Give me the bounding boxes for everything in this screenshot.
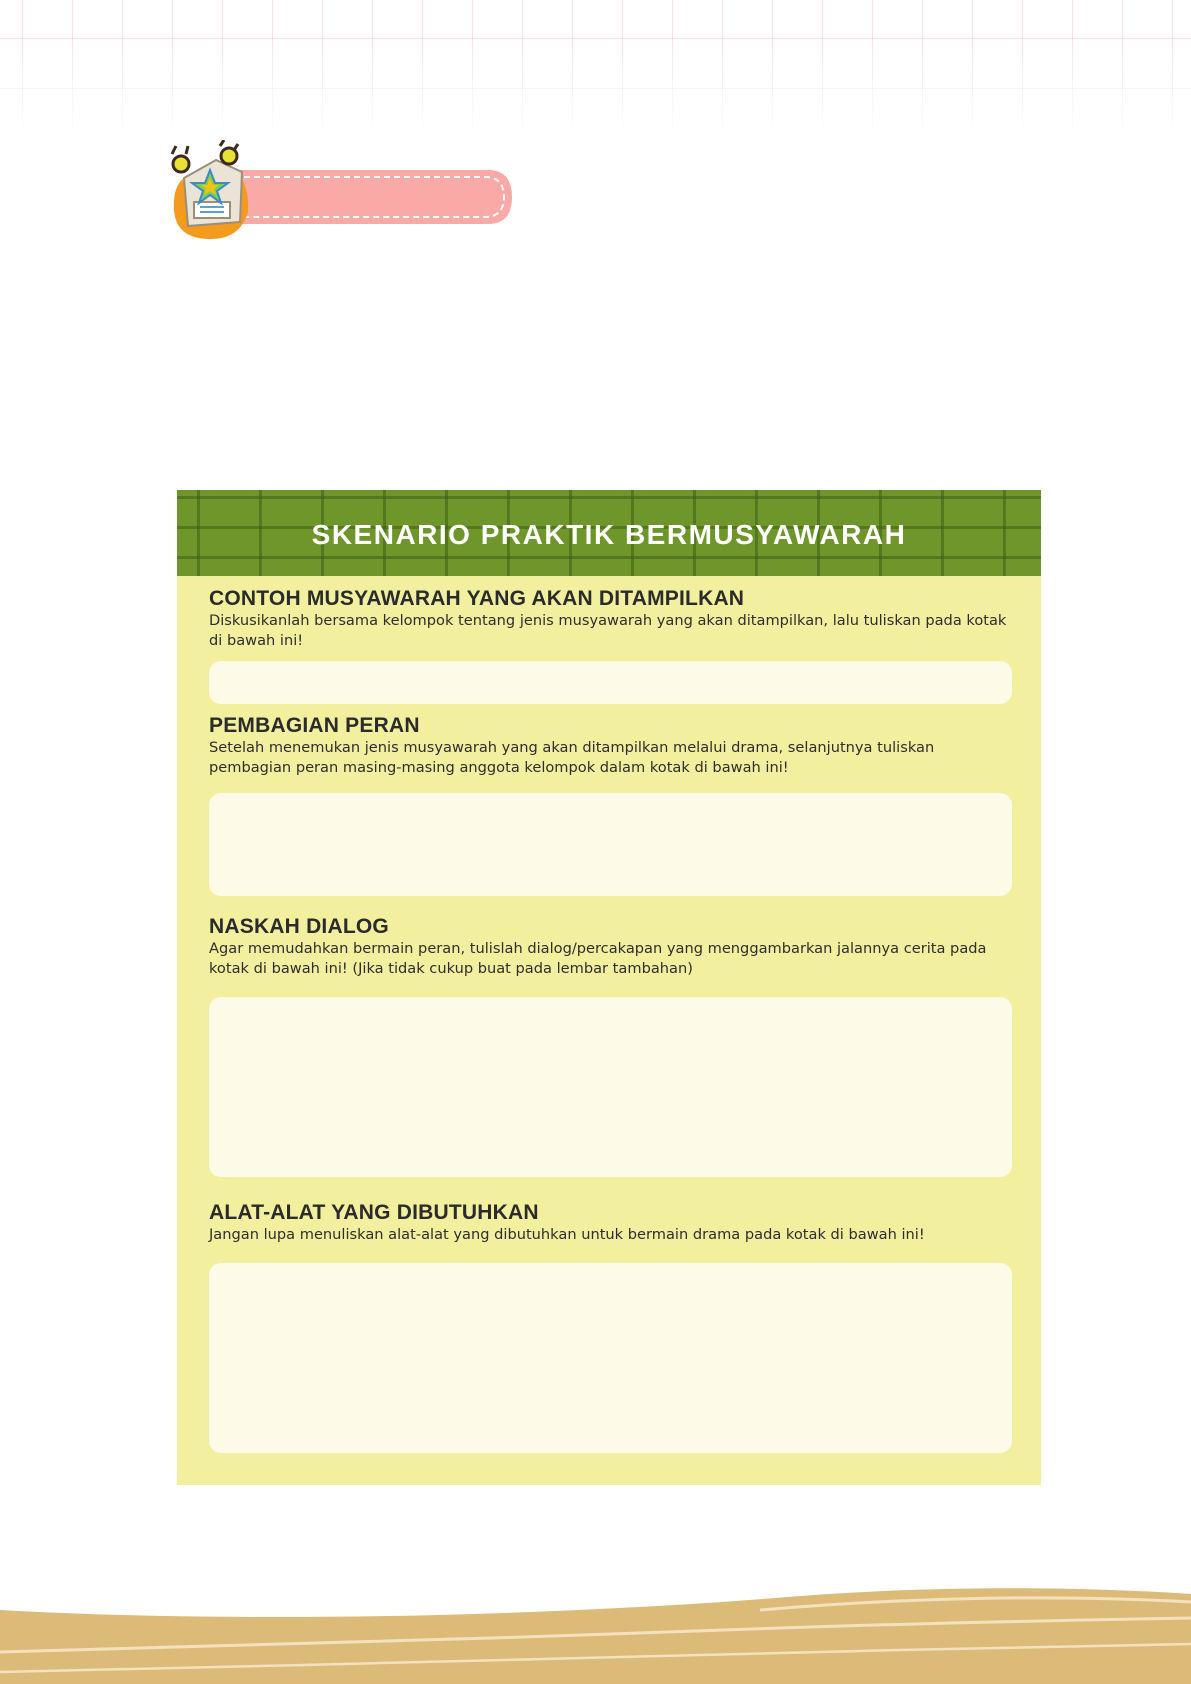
activity-box-star-icon <box>172 140 248 239</box>
section-heading: NASKAH DIALOG <box>209 915 389 938</box>
section-contoh-musyawarah <box>209 587 1009 650</box>
section-pembagian-peran <box>209 714 1009 777</box>
section-alat-alat <box>209 1201 1009 1245</box>
background-grid <box>0 0 1191 140</box>
activity-badge <box>170 140 530 245</box>
answer-box-naskah-dialog[interactable] <box>209 997 1012 1177</box>
section-instruction: Jangan lupa menuliskan alat-alat yang dibutuhkan untuk bermain drama pada kotak di bawah ini! <box>209 1226 925 1243</box>
worksheet-header <box>177 490 1041 576</box>
section-naskah-dialog <box>209 915 1009 978</box>
answer-box-pembagian-peran[interactable] <box>209 793 1012 896</box>
answer-box-alat-alat[interactable] <box>209 1263 1012 1453</box>
section-instruction: Diskusikanlah bersama kelompok tentang jenis musyawarah yang akan ditampilkan, lalu tuliskan pada kotak di bawah ini! <box>209 612 1007 649</box>
section-heading: PEMBAGIAN PERAN <box>209 714 420 737</box>
answer-box-contoh-musyawarah[interactable] <box>209 661 1012 704</box>
section-heading: CONTOH MUSYAWARAH YANG AKAN DITAMPILKAN <box>209 587 745 610</box>
section-instruction: Setelah menemukan jenis musyawarah yang akan ditampilkan melalui drama, selanjutnya tuliskan pembagian peran masing-masing anggota kelompok dalam kotak di bawah ini! <box>209 739 935 776</box>
section-heading: ALAT-ALAT YANG DIBUTUHKAN <box>209 1201 539 1224</box>
section-instruction: Agar memudahkan bermain peran, tulislah dialog/percakapan yang menggambarkan jalannya cerita pada kotak di bawah ini! (Jika tidak cukup buat pada lembar tambahan) <box>209 940 987 977</box>
scenario-worksheet <box>177 490 1041 1485</box>
worksheet-title: SKENARIO PRAKTIK BERMUSYAWARAH <box>311 519 907 550</box>
decorative-waves <box>0 1580 1191 1684</box>
